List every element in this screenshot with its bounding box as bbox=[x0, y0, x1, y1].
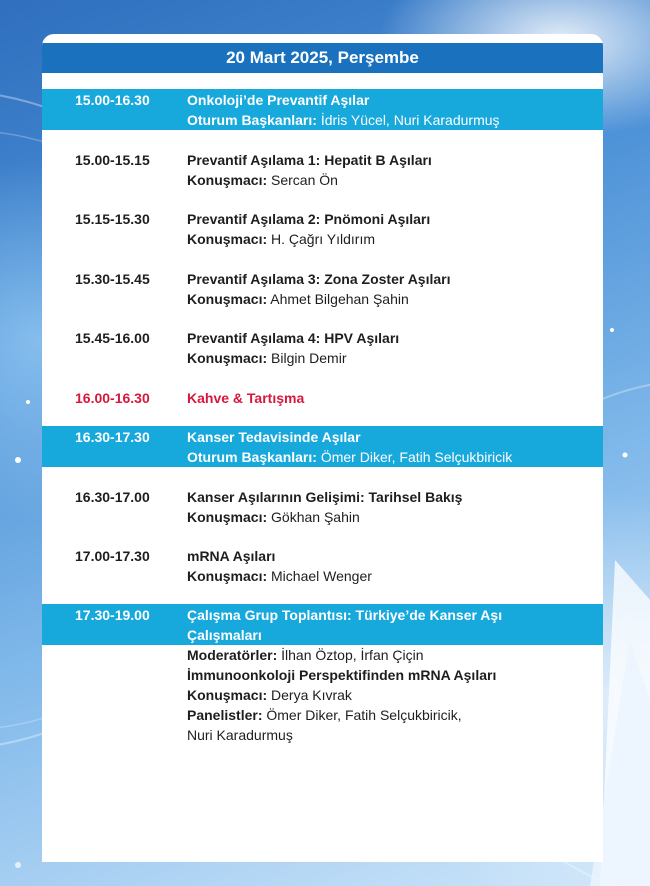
session-time: 15.30-15.45 bbox=[75, 271, 150, 287]
speaker-label: Konuşmacı: bbox=[187, 231, 268, 247]
chairs-names: İdris Yücel, Nuri Karadurmuş bbox=[316, 112, 500, 128]
session-title: Kahve & Tartışma bbox=[187, 390, 305, 406]
session-row bbox=[42, 327, 603, 369]
session-time: 16.00-16.30 bbox=[75, 390, 150, 406]
session-title: Onkoloji’de Prevantif Aşılar bbox=[187, 92, 370, 108]
session-time: 15.00-15.15 bbox=[75, 152, 150, 168]
speaker-label: Konuşmacı: bbox=[187, 568, 268, 584]
speaker-name: Bilgin Demir bbox=[267, 350, 347, 366]
session-time: 15.15-15.30 bbox=[75, 211, 150, 227]
session-time: 16.30-17.30 bbox=[75, 429, 150, 445]
working-group-details bbox=[42, 645, 603, 745]
session-row-working-group bbox=[42, 604, 603, 645]
speaker-label: Konuşmacı: bbox=[187, 172, 268, 188]
session-time: 17.30-19.00 bbox=[75, 607, 150, 623]
session-row bbox=[42, 208, 603, 250]
session-title-line1: Çalışma Grup Toplantısı: Türkiye’de Kanser Aşı bbox=[187, 607, 503, 623]
session-title: Kanser Tedavisinde Aşılar bbox=[187, 429, 361, 445]
session-content bbox=[187, 487, 587, 527]
date-title: 20 Mart 2025, Perşembe bbox=[42, 43, 603, 73]
session-content bbox=[187, 427, 587, 467]
speaker-name: Sercan Ön bbox=[267, 172, 338, 188]
session-title: Prevantif Aşılama 1: Hepatit B Aşıları bbox=[187, 152, 432, 168]
session-title-line2: Çalışmaları bbox=[187, 627, 262, 643]
panelists-names: Ömer Diker, Fatih Selçukbiricik, bbox=[262, 707, 462, 723]
session-time: 15.45-16.00 bbox=[75, 330, 150, 346]
session-row-coffee-break bbox=[42, 387, 603, 409]
session-content bbox=[187, 269, 587, 309]
session-title: mRNA Aşıları bbox=[187, 548, 276, 564]
session-content bbox=[187, 90, 587, 130]
program-panel bbox=[42, 34, 603, 862]
session-time: 15.00-16.30 bbox=[75, 92, 150, 108]
session-row bbox=[42, 268, 603, 310]
session-content bbox=[187, 328, 587, 368]
session-content bbox=[187, 546, 587, 586]
session-content bbox=[187, 209, 587, 249]
session-content bbox=[187, 645, 587, 745]
session-row-oncology-preventive bbox=[42, 89, 603, 130]
session-time: 16.30-17.00 bbox=[75, 489, 150, 505]
session-content bbox=[187, 388, 587, 408]
moderators-names: İlhan Öztop, İrfan Çiçin bbox=[277, 647, 424, 663]
speaker-label: Konuşmacı: bbox=[187, 509, 268, 525]
session-subtitle: İmmunoonkoloji Perspektifinden mRNA Aşıları bbox=[187, 667, 497, 683]
speaker-label: Konuşmacı: bbox=[187, 687, 268, 703]
speaker-name: Ahmet Bilgehan Şahin bbox=[267, 291, 409, 307]
session-content bbox=[187, 605, 587, 645]
session-row-cancer-vaccines bbox=[42, 426, 603, 467]
session-title: Prevantif Aşılama 3: Zona Zoster Aşıları bbox=[187, 271, 451, 287]
speaker-label: Konuşmacı: bbox=[187, 350, 268, 366]
speaker-name: Derya Kıvrak bbox=[267, 687, 352, 703]
panelists-names-cont: Nuri Karadurmuş bbox=[187, 727, 293, 743]
panelists-label: Panelistler: bbox=[187, 707, 263, 723]
session-time: 17.00-17.30 bbox=[75, 548, 150, 564]
session-title: Prevantif Aşılama 4: HPV Aşıları bbox=[187, 330, 400, 346]
session-title: Prevantif Aşılama 2: Pnömoni Aşıları bbox=[187, 211, 431, 227]
session-row bbox=[42, 486, 603, 528]
session-row bbox=[42, 149, 603, 191]
session-row bbox=[42, 545, 603, 587]
chairs-label: Oturum Başkanları: bbox=[187, 112, 317, 128]
session-title: Kanser Aşılarının Gelişimi: Tarihsel Bakış bbox=[187, 489, 463, 505]
speaker-name: H. Çağrı Yıldırım bbox=[267, 231, 376, 247]
speaker-label: Konuşmacı: bbox=[187, 291, 268, 307]
chairs-label: Oturum Başkanları: bbox=[187, 449, 317, 465]
session-content bbox=[187, 150, 587, 190]
speaker-name: Michael Wenger bbox=[267, 568, 372, 584]
moderators-label: Moderatörler: bbox=[187, 647, 278, 663]
chairs-names: Ömer Diker, Fatih Selçukbiricik bbox=[316, 449, 513, 465]
speaker-name: Gökhan Şahin bbox=[267, 509, 360, 525]
